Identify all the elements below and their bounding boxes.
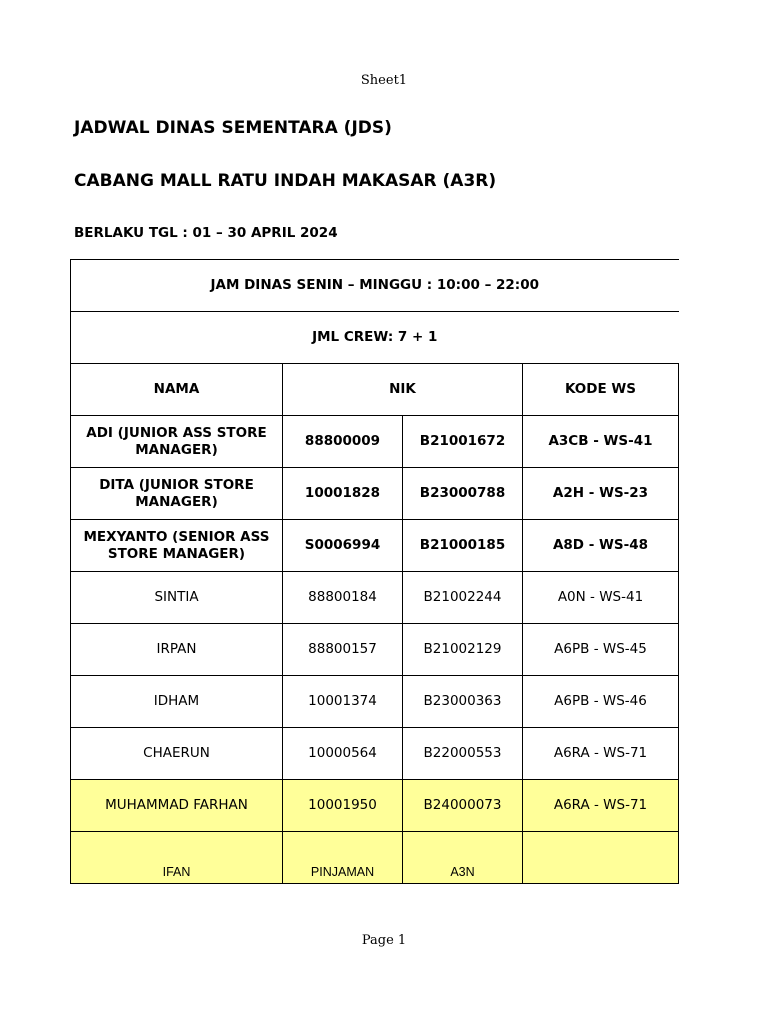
cell-nik1: PINJAMAN: [283, 832, 403, 884]
table-row: [71, 624, 679, 676]
cell-nik1: S0006994: [283, 520, 403, 572]
document-title: JADWAL DINAS SEMENTARA (JDS): [74, 118, 392, 138]
crew-cell: JML CREW: 7 + 1: [71, 312, 679, 364]
cell-kode: A6RA - WS-71: [523, 780, 679, 832]
cell-nik1: 10000564: [283, 728, 403, 780]
cell-nik2: B24000073: [403, 780, 523, 832]
cell-nik2: A3N: [403, 832, 523, 884]
cell-nik2: B21002244: [403, 572, 523, 624]
cell-nik1: 88800157: [283, 624, 403, 676]
cell-nama: IDHAM: [71, 676, 283, 728]
sheet-label: Sheet1: [360, 73, 408, 88]
cell-nik1: 88800184: [283, 572, 403, 624]
table-row: [71, 728, 679, 780]
cell-nik1: 88800009: [283, 416, 403, 468]
header-row: [71, 364, 679, 416]
table-row: [71, 520, 679, 572]
header-nama: NAMA: [71, 364, 283, 416]
cell-nama: MUHAMMAD FARHAN: [71, 780, 283, 832]
cell-nik1: 10001374: [283, 676, 403, 728]
cell-kode: A2H - WS-23: [523, 468, 679, 520]
cell-kode: A8D - WS-48: [523, 520, 679, 572]
cell-nama: DITA (JUNIOR STORE MANAGER): [71, 468, 283, 520]
cell-kode: A0N - WS-41: [523, 572, 679, 624]
cell-nik2: B23000363: [403, 676, 523, 728]
cell-nik2: B21001672: [403, 416, 523, 468]
table-row: [71, 468, 679, 520]
header-nik: NIK: [283, 364, 523, 416]
cell-nik2: B23000788: [403, 468, 523, 520]
cell-kode: A6PB - WS-46: [523, 676, 679, 728]
table-row: [71, 572, 679, 624]
hours-cell: JAM DINAS SENIN – MINGGU : 10:00 – 22:00: [71, 260, 679, 312]
cell-nik2: B21002129: [403, 624, 523, 676]
cell-nik1: 10001950: [283, 780, 403, 832]
cell-nik1: 10001828: [283, 468, 403, 520]
page-number: Page 1: [361, 933, 407, 948]
validity-date: BERLAKU TGL : 01 – 30 APRIL 2024: [74, 225, 338, 241]
roster-table: [70, 259, 679, 884]
cell-kode: A3CB - WS-41: [523, 416, 679, 468]
cell-nik2: B22000553: [403, 728, 523, 780]
cell-kode: A6RA - WS-71: [523, 728, 679, 780]
header-kode-ws: KODE WS: [523, 364, 679, 416]
cell-nik2: B21000185: [403, 520, 523, 572]
cell-nama: MEXYANTO (SENIOR ASS STORE MANAGER): [71, 520, 283, 572]
crew-row: [71, 312, 679, 364]
cell-nama: ADI (JUNIOR ASS STORE MANAGER): [71, 416, 283, 468]
table-row: [71, 416, 679, 468]
cell-nama: SINTIA: [71, 572, 283, 624]
cell-nama: IFAN: [71, 832, 283, 884]
branch-title: CABANG MALL RATU INDAH MAKASAR (A3R): [74, 171, 497, 191]
table-row-highlighted: [71, 780, 679, 832]
hours-row: [71, 260, 679, 312]
cell-nama: CHAERUN: [71, 728, 283, 780]
table-row: [71, 676, 679, 728]
cell-kode: [523, 832, 679, 884]
table-row-highlighted: [71, 832, 679, 884]
cell-kode: A6PB - WS-45: [523, 624, 679, 676]
cell-nama: IRPAN: [71, 624, 283, 676]
